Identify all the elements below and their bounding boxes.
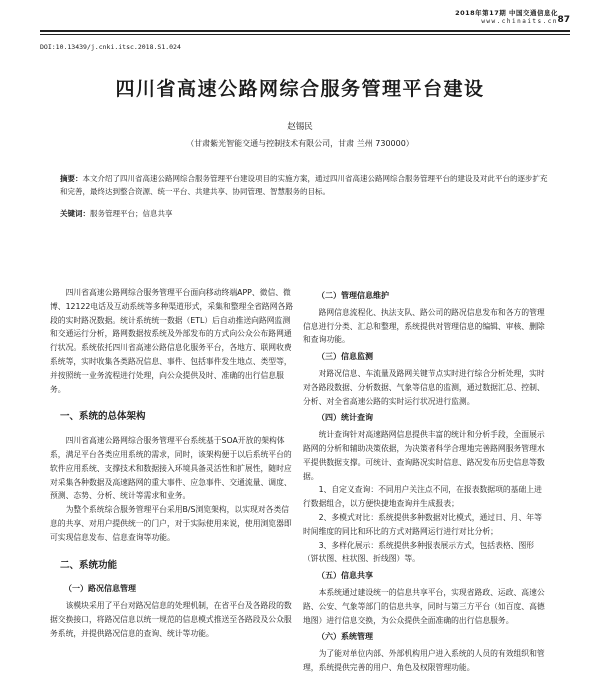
section1-paragraph: 四川省高速公路网综合服务管理平台系统基于SOA开放的架构体系，满足平台各类应用系统的需求，同时，该架构便于以后系统平台的软件应用系统、支撑技术和数据接入环境具备灵活性和扩展性，随时应对采集各种数据及高速路网的重大事件、应急事件、交通流量、调度、预测、态势、分析、统计等需求和业务。 <box>50 436 292 501</box>
intro-paragraph: 四川省高速公路网综合服务管理平台面向移动终端APP、微信、微博、12122电话及互动系统等多种渠道形式，采集和整理全省路网各路段的实时路况数据。统计系统统一数据（ETL）后自动推送向路网监测和交通运行分析，路网数据按系统及外部发布的方式向公众公布路网通行状况。系统依托四川省高速公路信息化服务平台，各地方、联网收费系统等，实时收集各类路况信息、事件、包括事件发生地点、类型等，并按照统一业务流程进行处理，向公众提供及时、准确的出行信息服务。 <box>50 288 294 394</box>
section1-heading: 一、系统的总体架构 <box>60 411 146 423</box>
subsection4-heading: （四）统计查询 <box>317 413 373 423</box>
author: 赵锡民 <box>287 122 313 132</box>
journal-name: 2018年第17期 中国交通信息化 <box>455 9 558 17</box>
doi: DOI:10.13439/j.cnki.itsc.2018.S1.024 <box>40 43 181 51</box>
section2-heading: 二、系统功能 <box>60 559 118 571</box>
keywords-text: 服务管理平台；信息共享 <box>90 209 173 218</box>
subsection1-text: 该模块采用了平台对路况信息的处理机制，在省平台及各路段的数据交换接口，将路况信息以统一规范的信息模式推送至各路段及公众服务系统，并提供路况信息的查询、统计等功能。 <box>50 601 292 638</box>
subsection5-text: 本系统通过建设统一的信息共享平台，实现省路政、运政、高速公路、公安、气象等部门的信息共享，同时与第三方平台（如百度、高德地图）进行信息交换，为公众提供全面准确的出行信息服务。 <box>303 587 545 625</box>
subsection2-text: 路网信息流程化、执法支队、路公司的路况信息发布和各方的管理信息进行分类、汇总和整理，系统提供对管理信息的编辑、审核、删除和查询功能。 <box>303 307 545 345</box>
affiliation: （甘肃紫光智能交通与控制技术有限公司，甘肃 兰州 730000） <box>186 139 414 148</box>
subsection1-heading: （一）路况信息管理 <box>64 584 136 594</box>
abstract <box>60 172 548 198</box>
list-item: 3、多样化展示：系统提供多种报表展示方式，包括表格、图形（饼状图、柱状图、折线图）等。 <box>303 540 535 564</box>
abstract-label: 摘要： <box>60 174 83 183</box>
paper-title: 四川省高速公路网综合服务管理平台建设 <box>115 78 485 100</box>
list-item: 1、自定义查询：不同用户关注点不同，在报表数据项的基础上进行数据组合，以方便快捷地查询并生成报表； <box>303 485 542 509</box>
header-rule <box>40 30 570 32</box>
journal-website: www.chinaits.cn <box>481 18 558 25</box>
abstract-text: 本文介绍了四川省高速公路网综合服务管理平台建设项目的实施方案，通过四川省高速公路网综合服务管理平台的建设及对此平台的逐步扩充和完善，最终达到整合资源、统一平台、共建共享、协同管理、智慧服务的目标。 <box>60 174 548 196</box>
left-column <box>50 286 296 641</box>
list-item: 2、多模式对比：系统提供多种数据对比模式，通过日、月、年等时间维度的同比和环比的方式对路网运行进行对比分析； <box>303 512 542 536</box>
subsection3-heading: （三）信息监测 <box>317 352 373 362</box>
subsection3-text: 对路况信息、车流量及路网关键节点实时进行综合分析处理，实时对各路段数据、分析数据、气象等信息的监测，通过数据汇总、控制、分析、对全省高速公路的实时运行状况进行监测。 <box>303 368 545 406</box>
subsection6-heading: （六）系统管理 <box>317 632 373 642</box>
subsection2-heading: （二）管理信息维护 <box>317 291 389 300</box>
subsection4-text: 统计查询针对高速路网信息提供丰富的统计和分析手段，全面展示路网的分析和辅助决策依据，为决策者科学合理地完善路网服务管理水平提供数据支撑。可统计、查询路况实时信息、路况发布历史信息等数据。 <box>303 430 545 481</box>
section1-paragraph-2: 为整个系统综合服务管理平台采用B/S浏览架构，以实现对各类信息的共享、对用户提供统一的门户，对于实际使用来说，使用浏览器即可实现信息发布、信息查询等功能。 <box>50 505 292 542</box>
right-column <box>303 286 549 675</box>
header-rule-thin <box>40 34 570 35</box>
subsection5-heading: （五）信息共享 <box>317 571 373 581</box>
keywords-label: 关键词： <box>60 209 90 218</box>
page-number: 87 <box>557 15 570 25</box>
keywords <box>60 208 173 219</box>
subsection6-text: 为了能对单位内部、外部机构用户进入系统的人员的有效组织和管理，系统提供完善的用户、角色及权限管理功能。 <box>303 649 545 672</box>
